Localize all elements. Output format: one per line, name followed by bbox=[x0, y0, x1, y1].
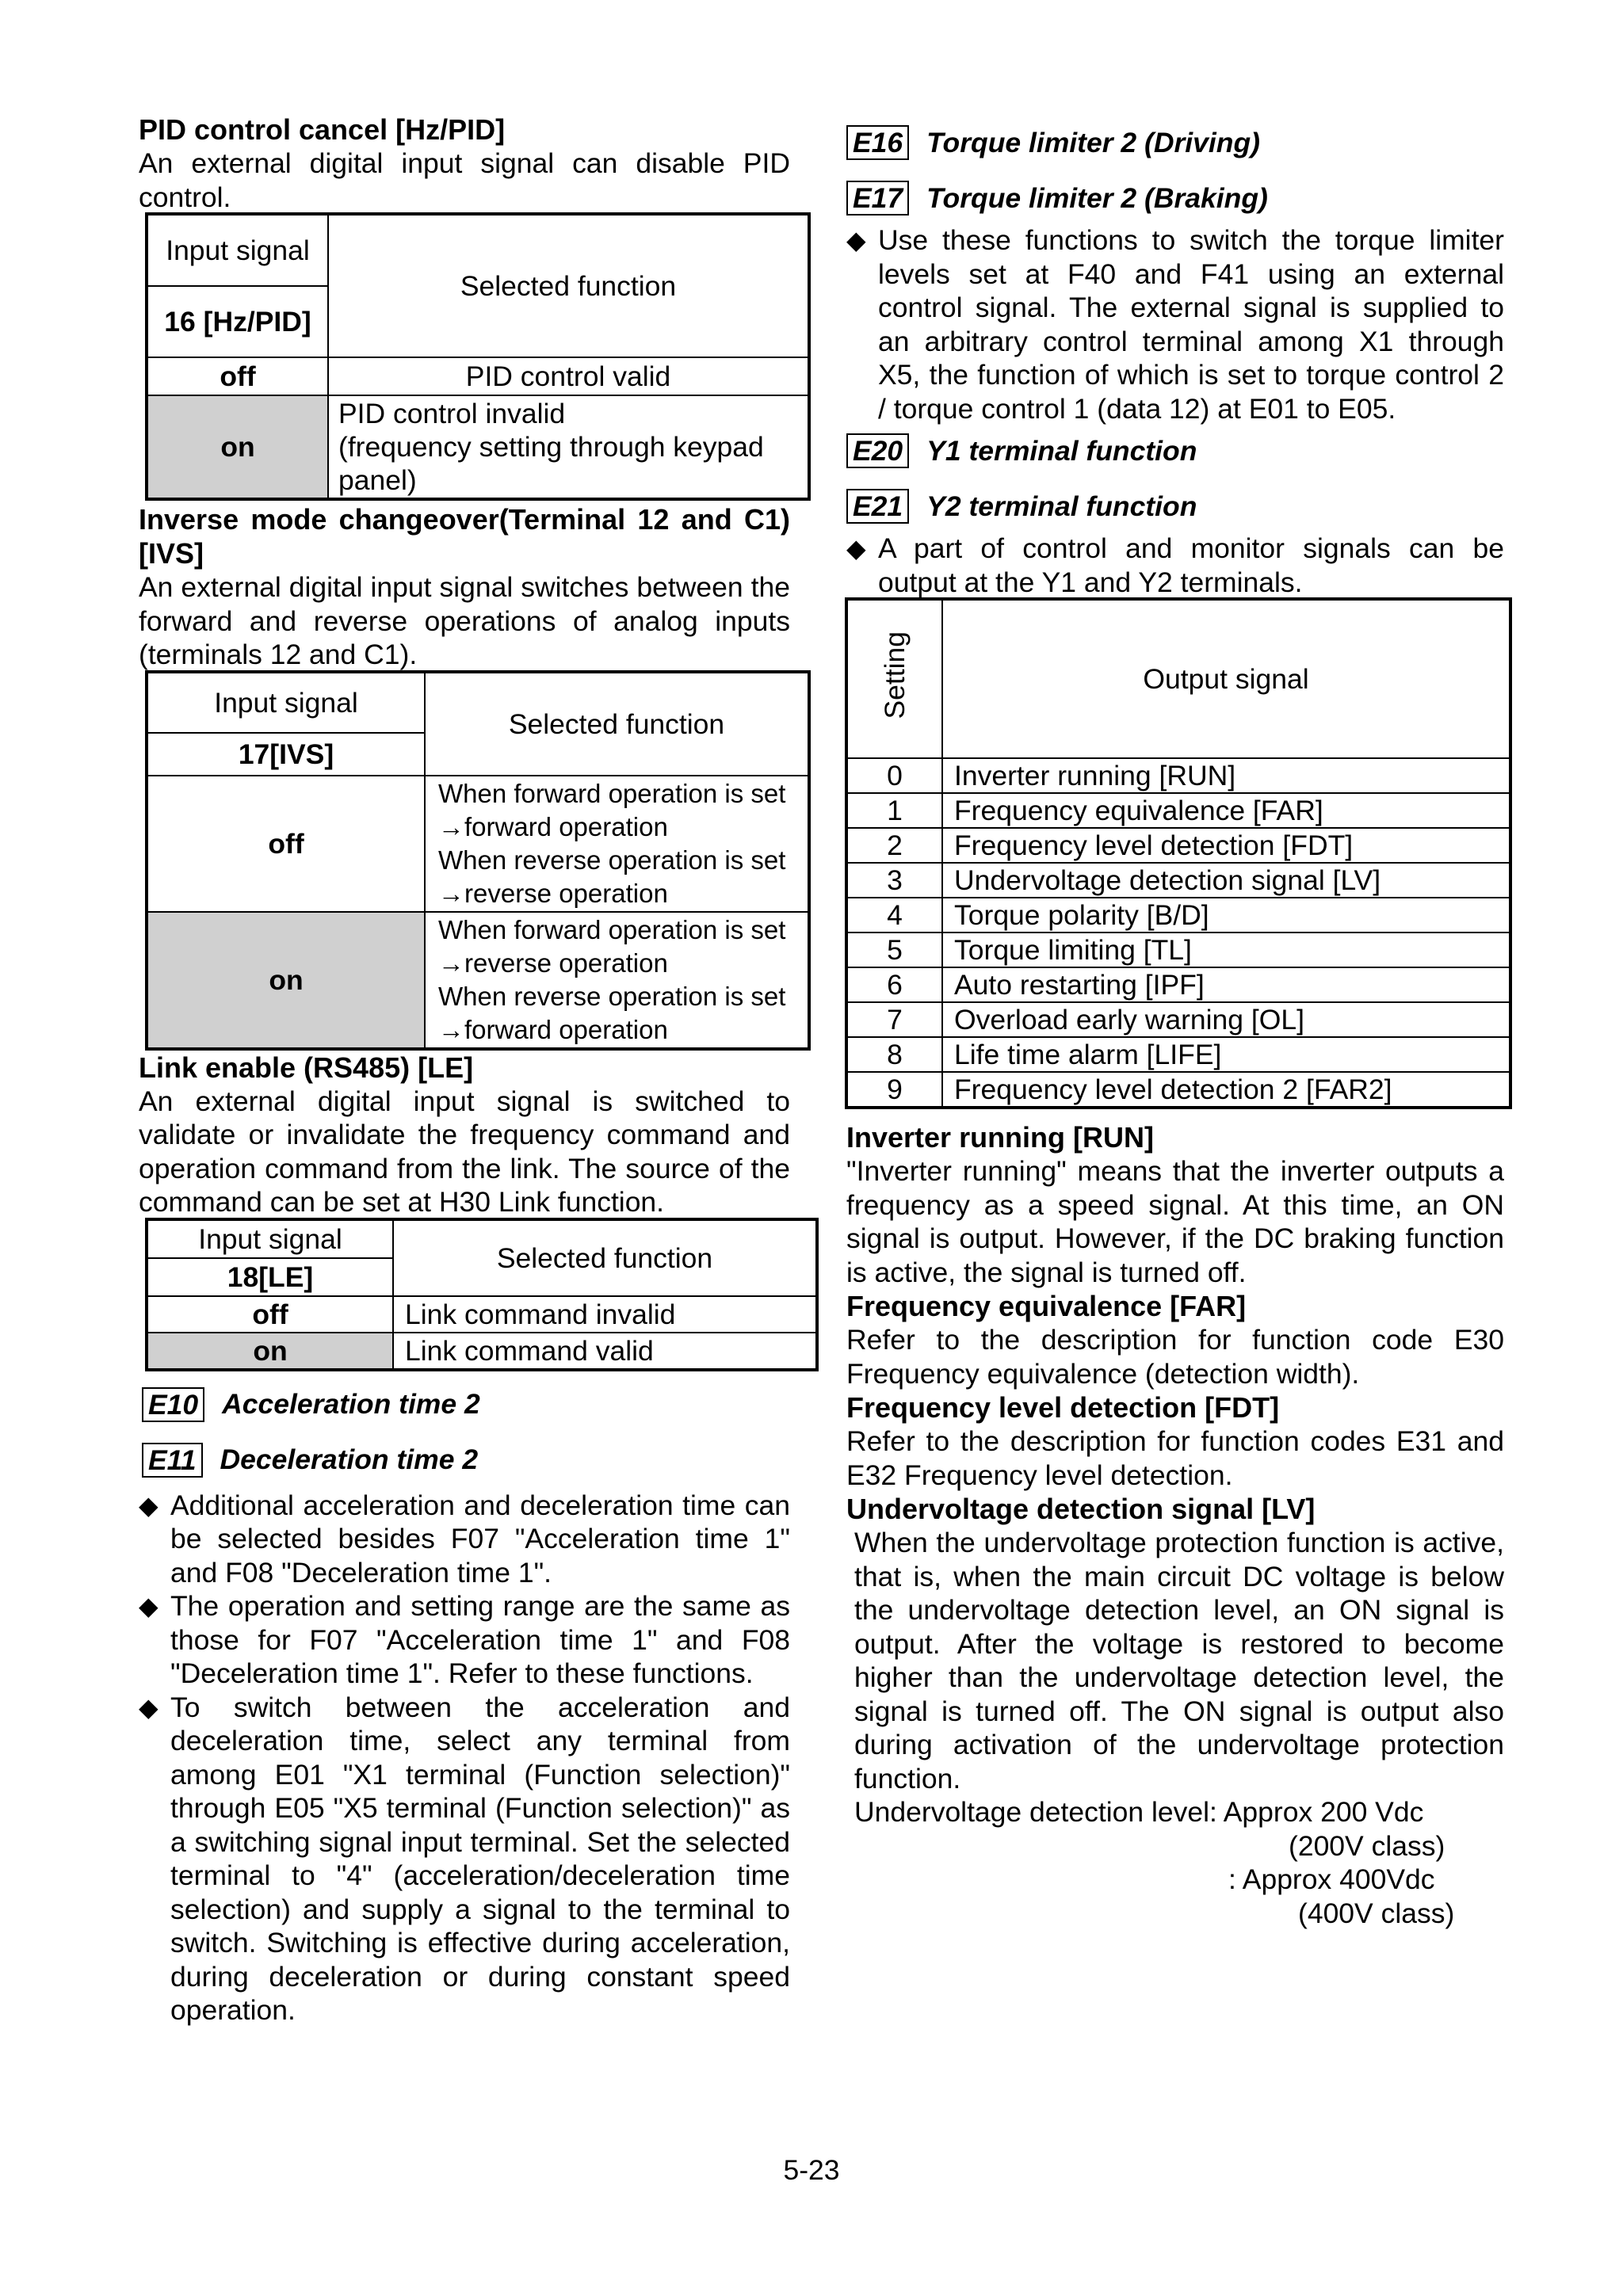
run-description: "Inverter running" means that the inverter outputs a frequency as a speed signal. At this time, an ON signal is output. However, if the DC braking function is active, the signal is turned off. bbox=[846, 1155, 1504, 1288]
lv-body bbox=[846, 1526, 1504, 1930]
pid-cancel-description: An external digital input signal can disable PID control. bbox=[139, 147, 790, 213]
far-heading: Frequency equivalence [FAR] bbox=[846, 1290, 1247, 1322]
header-setting bbox=[847, 600, 942, 758]
run-heading: Inverter running [RUN] bbox=[846, 1121, 1155, 1154]
header-setting-text: Setting bbox=[879, 631, 911, 719]
setting-cell: 1 bbox=[847, 793, 942, 828]
ivs-header-selected-function: Selected function bbox=[425, 673, 808, 776]
bullet-item: ◆ A part of control and monitor signals can be output at the Y1 and Y2 terminals. bbox=[846, 532, 1504, 599]
le-off-label: off bbox=[147, 1296, 393, 1333]
bullet-item: ◆ Additional acceleration and deceleration time can be selected besides F07 "Acceleration time 1" and F08 "Deceleration time 1". bbox=[139, 1489, 790, 1590]
ivs-description: An external digital input signal switches between the forward and reverse operations of analog inputs (terminals 12 and C1). bbox=[139, 571, 790, 670]
le-on-value: Link command valid bbox=[393, 1333, 816, 1369]
le-on-label: on bbox=[147, 1333, 393, 1369]
le-header-selected-function: Selected function bbox=[393, 1220, 816, 1296]
ivs-off-line: When forward operation is set bbox=[438, 778, 786, 808]
pid-cancel-table bbox=[147, 214, 809, 499]
bullet-item: ◆ The operation and setting range are the same as those for F07 "Acceleration time 1" and F08 "Deceleration time 1". Refer to these functions. bbox=[139, 1589, 790, 1691]
pid-on-value bbox=[328, 395, 808, 498]
e20-heading bbox=[846, 433, 1504, 468]
e10-title: Acceleration time 2 bbox=[222, 1388, 480, 1421]
signal-cell: Undervoltage detection signal [LV] bbox=[942, 863, 1510, 898]
e11-code: E11 bbox=[142, 1443, 203, 1478]
e20-code: E20 bbox=[846, 433, 909, 468]
pid-header-input-signal: Input signal bbox=[147, 215, 328, 286]
setting-cell: 0 bbox=[847, 758, 942, 793]
signal-cell: Life time alarm [LIFE] bbox=[942, 1037, 1510, 1072]
setting-cell: 5 bbox=[847, 933, 942, 967]
e11-title: Deceleration time 2 bbox=[220, 1444, 479, 1476]
pid-off-label: off bbox=[147, 357, 328, 395]
ivs-off-label: off bbox=[147, 776, 425, 912]
e20-title: Y1 terminal function bbox=[926, 434, 1197, 467]
e17-heading bbox=[846, 181, 1504, 215]
left-column bbox=[139, 113, 790, 2027]
output-signal-table bbox=[846, 599, 1510, 1108]
bullet-item: ◆ To switch between the acceleration and deceleration time, select any terminal from among E01 "X1 terminal (Function selection)" through E05 "X5 terminal (Function selection)" as a switching signal input terminal. Set the selected terminal to "4" (acceleration/deceleration time selection) and supply a signal to the terminal to switch. Switching is effective during acceleration, during deceleration or during constant speed operation. bbox=[139, 1691, 790, 2027]
far-description: Refer to the description for function code E30 Frequency equivalence (detection width). bbox=[846, 1324, 1504, 1390]
e16-heading bbox=[846, 125, 1504, 160]
le-heading: Link enable (RS485) [LE] bbox=[139, 1051, 474, 1084]
ivs-on-line: When forward operation is set bbox=[438, 914, 786, 944]
setting-cell: 3 bbox=[847, 863, 942, 898]
ivs-table bbox=[147, 672, 809, 1049]
pid-on-value-line2: (frequency setting through keypad panel) bbox=[338, 431, 764, 496]
pid-on-value-line1: PID control invalid bbox=[338, 398, 566, 429]
lv-level-line2: (200V class) bbox=[1289, 1829, 1445, 1862]
pid-header-selected-function: Selected function bbox=[328, 215, 808, 357]
e10-code: E10 bbox=[142, 1387, 204, 1422]
ivs-on-label: on bbox=[147, 912, 425, 1048]
e21-title: Y2 terminal function bbox=[926, 490, 1197, 522]
setting-cell: 7 bbox=[847, 1002, 942, 1037]
ivs-header-input-signal: Input signal bbox=[147, 673, 425, 733]
page-number: 5-23 bbox=[783, 2154, 840, 2186]
signal-cell: Torque limiting [TL] bbox=[942, 933, 1510, 967]
ivs-on-line: →reverse operation bbox=[438, 948, 668, 978]
pid-on-label: on bbox=[147, 395, 328, 498]
e21-heading bbox=[846, 489, 1504, 524]
signal-cell: Frequency level detection [FDT] bbox=[942, 828, 1510, 863]
e11-heading bbox=[139, 1443, 790, 1478]
signal-cell: Frequency level detection 2 [FAR2] bbox=[942, 1072, 1510, 1107]
signal-cell: Inverter running [RUN] bbox=[942, 758, 1510, 793]
accel-decel-bullets bbox=[139, 1489, 790, 2027]
ivs-off-line: →reverse operation bbox=[438, 878, 668, 908]
torque-bullets bbox=[846, 223, 1504, 425]
lv-description: When the undervoltage protection function is active, that is, when the main circuit DC voltage is below the undervoltage detection level, an ON signal is output. After the voltage is restored to become higher than the undervoltage detection level, the signal is turned off. The ON signal is output also during activation of the undervoltage protection function. bbox=[854, 1527, 1504, 1794]
pid-cancel-heading: PID control cancel [Hz/PID] bbox=[139, 113, 506, 146]
ivs-off-line: When reverse operation is set bbox=[438, 845, 786, 875]
ivs-header-code: 17[IVS] bbox=[147, 733, 425, 776]
ivs-off-line: →forward operation bbox=[438, 811, 668, 841]
le-header-input-signal: Input signal bbox=[147, 1220, 393, 1258]
le-table bbox=[147, 1219, 817, 1370]
le-description: An external digital input signal is switched to validate or invalidate the frequency command and operation command from the link. The source of the command can be set at H30 Link function. bbox=[139, 1085, 790, 1218]
pid-header-code: 16 [Hz/PID] bbox=[147, 286, 328, 357]
signal-cell: Overload early warning [OL] bbox=[942, 1002, 1510, 1037]
signal-cell: Torque polarity [B/D] bbox=[942, 898, 1510, 933]
signal-cell: Auto restarting [IPF] bbox=[942, 967, 1510, 1002]
e10-heading bbox=[139, 1387, 790, 1422]
bullet-item: ◆ Use these functions to switch the torque limiter levels set at F40 and F41 using an external control signal. The external signal is supplied to an arbitrary control terminal among X1 through X5, the function of which is set to torque control 2 / torque control 1 (data 12) at E01 to E05. bbox=[846, 223, 1504, 425]
fdt-heading: Frequency level detection [FDT] bbox=[846, 1391, 1280, 1424]
e17-title: Torque limiter 2 (Braking) bbox=[926, 181, 1268, 214]
ivs-on-value bbox=[425, 912, 808, 1048]
fdt-description: Refer to the description for function codes E31 and E32 Frequency level detection. bbox=[846, 1425, 1504, 1491]
right-column bbox=[846, 125, 1504, 1930]
lv-level-line3: : Approx 400Vdc bbox=[1228, 1863, 1435, 1895]
signal-cell: Frequency equivalence [FAR] bbox=[942, 793, 1510, 828]
pid-off-value: PID control valid bbox=[328, 357, 808, 395]
le-header-code: 18[LE] bbox=[147, 1258, 393, 1296]
setting-cell: 9 bbox=[847, 1072, 942, 1107]
e16-code: E16 bbox=[846, 125, 909, 160]
ivs-heading: Inverse mode changeover(Terminal 12 and C1) [IVS] bbox=[139, 503, 790, 570]
lv-heading: Undervoltage detection signal [LV] bbox=[846, 1493, 1316, 1525]
ivs-on-line: →forward operation bbox=[438, 1014, 668, 1044]
lv-level-line1: Undervoltage detection level: Approx 200 Vdc bbox=[854, 1796, 1424, 1828]
ivs-on-line: When reverse operation is set bbox=[438, 981, 786, 1011]
setting-cell: 6 bbox=[847, 967, 942, 1002]
setting-cell: 4 bbox=[847, 898, 942, 933]
ivs-off-value bbox=[425, 776, 808, 912]
le-off-value: Link command invalid bbox=[393, 1296, 816, 1333]
setting-cell: 2 bbox=[847, 828, 942, 863]
y-terminal-bullets bbox=[846, 532, 1504, 599]
e21-code: E21 bbox=[846, 489, 909, 524]
setting-cell: 8 bbox=[847, 1037, 942, 1072]
e16-title: Torque limiter 2 (Driving) bbox=[926, 126, 1260, 158]
lv-level-line4: (400V class) bbox=[1298, 1897, 1455, 1929]
header-output-signal: Output signal bbox=[942, 600, 1510, 758]
e17-code: E17 bbox=[846, 181, 909, 215]
